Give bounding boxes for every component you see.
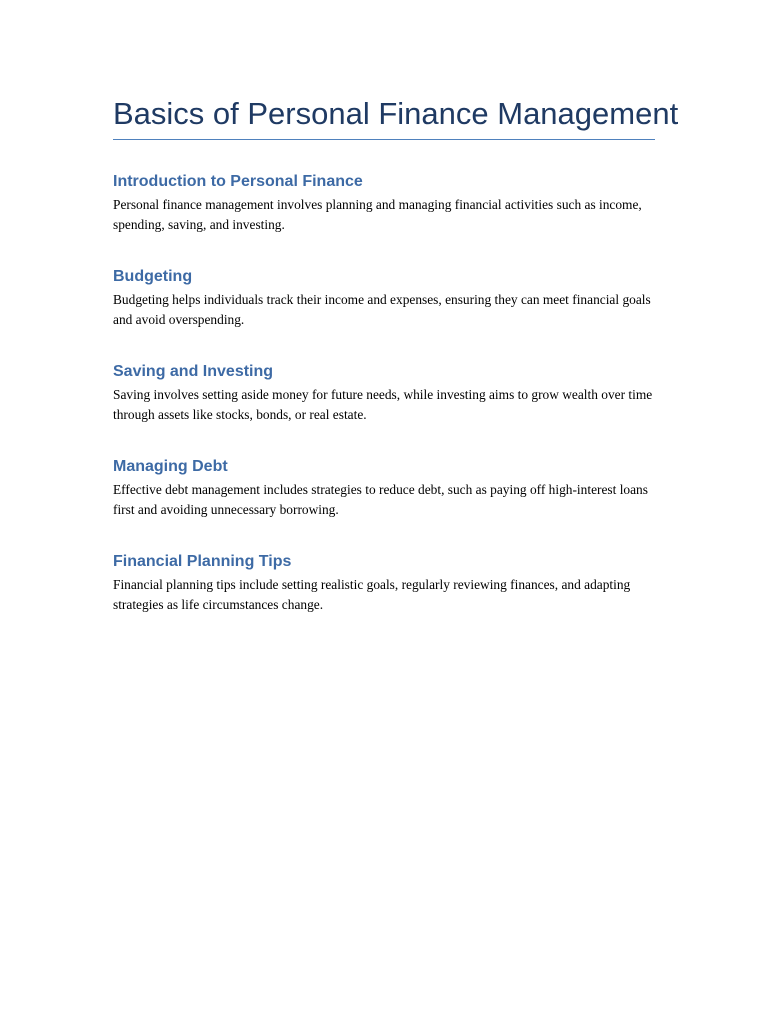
section-body: Saving involves setting aside money for future needs, while investing aims to grow wealth over time through assets like stocks, bonds, or real estate. [113, 387, 653, 422]
section-heading: Financial Planning Tips [113, 553, 292, 570]
section-body: Budgeting helps individuals track their income and expenses, ensuring they can meet financial goals and avoid overspending. [113, 292, 651, 327]
document-title: Basics of Personal Finance Management [113, 96, 679, 131]
section-heading: Introduction to Personal Finance [113, 173, 363, 190]
section-body: Financial planning tips include setting realistic goals, regularly reviewing finances, and adapting strategies as life circumstances change. [113, 577, 631, 612]
section-heading: Budgeting [113, 268, 193, 285]
title-underline [113, 139, 655, 140]
section-heading: Managing Debt [113, 458, 228, 475]
section-body: Personal finance management involves planning and managing financial activities such as income, spending, saving, and investing. [113, 197, 642, 232]
section-heading: Saving and Investing [113, 363, 274, 380]
section-managing-debt [113, 456, 655, 519]
document-page [113, 94, 679, 614]
section-body: Effective debt management includes strategies to reduce debt, such as paying off high-interest loans first and avoiding unnecessary borrowing. [113, 482, 648, 517]
section-saving-investing [113, 361, 655, 424]
section-financial-planning-tips [113, 551, 655, 614]
section-budgeting [113, 266, 655, 329]
section-introduction [113, 171, 655, 234]
